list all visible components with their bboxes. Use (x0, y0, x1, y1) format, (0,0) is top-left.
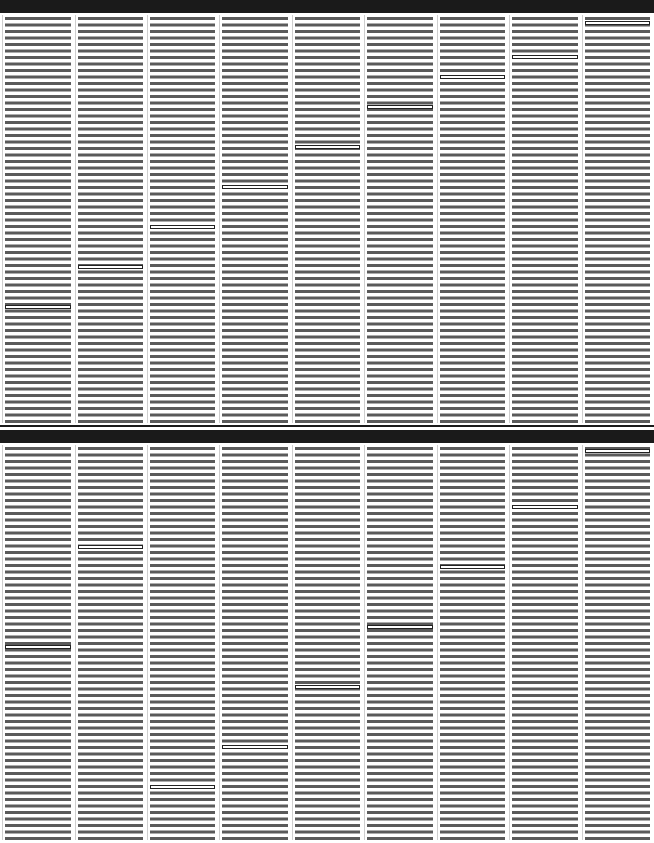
listing-column (364, 445, 434, 840)
listing-column (292, 15, 362, 423)
listing-column (2, 15, 72, 423)
listing-column (582, 15, 652, 423)
column-text (5, 445, 70, 840)
column-text (222, 445, 287, 840)
listing-column (147, 15, 217, 423)
column-heading (150, 225, 215, 229)
column-heading (78, 545, 143, 549)
column-text (150, 445, 215, 840)
column-heading (78, 265, 143, 269)
column-text (78, 445, 143, 840)
column-heading (512, 55, 577, 59)
column-text (222, 15, 287, 423)
column-text (5, 15, 70, 423)
column-heading (150, 785, 215, 789)
listing-column (147, 445, 217, 840)
column-text (295, 15, 360, 423)
listing-column (437, 15, 507, 423)
column-text (367, 15, 432, 423)
column-heading (295, 145, 360, 149)
section-header-top (0, 0, 654, 13)
listing-column (219, 445, 289, 840)
listing-column (75, 15, 145, 423)
column-text (440, 445, 505, 840)
listing-section-1 (2, 15, 652, 423)
column-heading (5, 645, 70, 649)
column-text (585, 15, 650, 423)
listing-column (509, 445, 579, 840)
listing-column (437, 445, 507, 840)
listing-column (509, 15, 579, 423)
section-header-middle (0, 430, 654, 443)
column-text (585, 445, 650, 840)
column-heading (295, 685, 360, 689)
column-text (150, 15, 215, 423)
listing-column (292, 445, 362, 840)
listing-column (364, 15, 434, 423)
column-text (78, 15, 143, 423)
listing-section-2 (2, 445, 652, 840)
listing-column (2, 445, 72, 840)
column-heading (440, 565, 505, 569)
listing-column (75, 445, 145, 840)
column-text (512, 15, 577, 423)
listing-column (219, 15, 289, 423)
column-text (295, 445, 360, 840)
column-heading (222, 185, 287, 189)
column-heading (585, 449, 650, 453)
section-divider (0, 425, 654, 427)
listing-column (582, 445, 652, 840)
column-heading (512, 505, 577, 509)
column-text (367, 445, 432, 840)
column-heading (222, 745, 287, 749)
column-heading (367, 625, 432, 629)
column-heading (5, 305, 70, 309)
column-heading (585, 21, 650, 25)
column-heading (440, 75, 505, 79)
column-heading (367, 105, 432, 109)
